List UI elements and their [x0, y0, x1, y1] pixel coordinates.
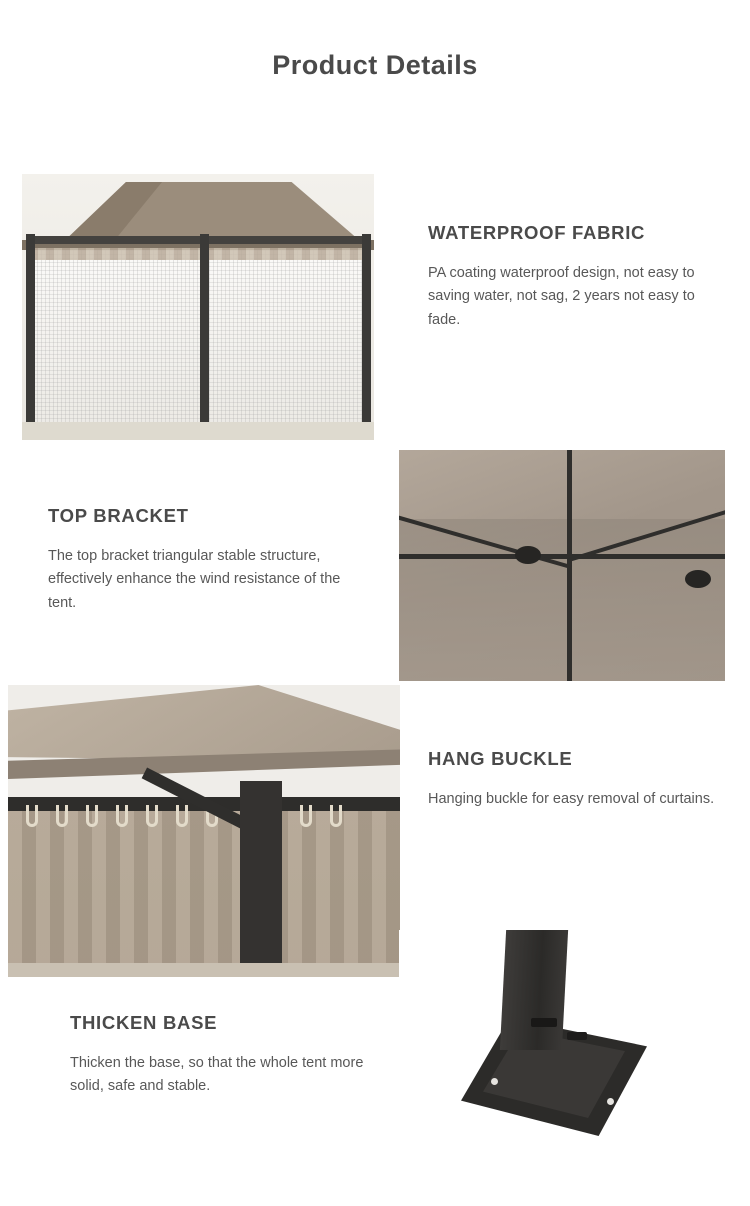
base-plate-bolt-hole-left [491, 1078, 498, 1085]
hang-buckle-hook [330, 805, 342, 827]
feature-title-waterproof-fabric: WATERPROOF FABRIC [428, 222, 646, 243]
feature-block-thicken-base [70, 1012, 380, 1099]
feature-block-top-bracket [48, 505, 348, 615]
gazebo-corner-hang-buckle-photo [8, 685, 400, 977]
hang-buckle-hook [26, 805, 38, 827]
feature-title-top-bracket: TOP BRACKET [48, 505, 189, 526]
side-curtain-panel [8, 805, 400, 977]
feature-desc-hang-buckle: Hanging buckle for easy removal of curtains. [428, 791, 715, 807]
ground-surface [22, 422, 374, 440]
feature-title-thicken-base: THICKEN BASE [70, 1012, 218, 1033]
feature-title-hang-buckle: HANG BUCKLE [428, 748, 573, 769]
hang-buckle-hook [116, 805, 128, 827]
canopy-top-bracket-closeup-photo [399, 450, 725, 681]
base-plate-bolt-hole-right [607, 1098, 614, 1105]
hang-buckle-hook [56, 805, 68, 827]
base-plate-tab-right [567, 1032, 587, 1040]
feature-desc-top-bracket: The top bracket triangular stable structure, effectively enhance the wind resistance of the tent. [48, 548, 341, 611]
frame-top-beam [26, 236, 371, 244]
base-plate-tab-left [531, 1018, 557, 1027]
page-title: Product Details [272, 50, 478, 80]
feature-block-hang-buckle [428, 748, 720, 811]
hang-buckle-hook [176, 805, 188, 827]
bracket-joint-hub-right [685, 570, 711, 588]
frame-post-center [200, 234, 209, 430]
bracket-horizontal-rib [399, 554, 725, 559]
gazebo-with-mesh-curtains-photo [22, 174, 374, 440]
hang-buckle-hook [146, 805, 158, 827]
frame-post-right [362, 234, 371, 430]
thickened-metal-base-plate-photo [399, 930, 725, 1185]
frame-leg-post [500, 930, 568, 1050]
hang-buckle-hook [300, 805, 312, 827]
bracket-joint-hub-left [515, 546, 541, 564]
frame-post-left [26, 234, 35, 430]
feature-desc-thicken-base: Thicken the base, so that the whole tent more solid, safe and stable. [70, 1055, 364, 1095]
ground-surface [8, 963, 400, 977]
hang-buckle-hook [86, 805, 98, 827]
feature-desc-waterproof-fabric: PA coating waterproof design, not easy to saving water, not sag, 2 years not easy to fade. [428, 265, 695, 328]
frame-corner-post [240, 781, 282, 977]
curtain-valance [30, 248, 366, 260]
mesh-curtain-panel [26, 250, 370, 426]
canopy-shadow-panel [399, 519, 725, 681]
feature-block-waterproof-fabric [428, 222, 720, 332]
